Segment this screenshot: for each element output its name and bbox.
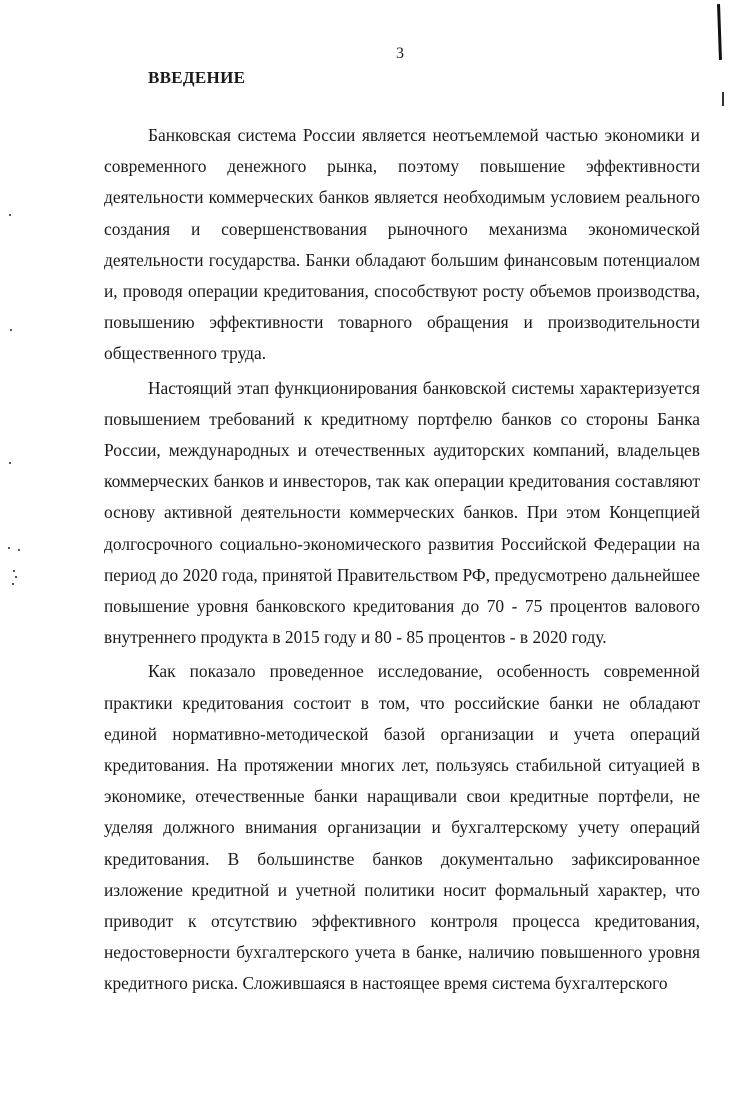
document-body xyxy=(104,120,700,1000)
scan-artifact-dot xyxy=(18,549,20,551)
scan-artifact-dot xyxy=(9,214,11,216)
paragraph-1: Банковская система России является неотъемлемой частью экономики и современного денежного рынка, поэтому повышение эффективности деятельности коммерческих банков является необходимым условием реального создания и совершенствования рыночного механизма экономической деятельности государства. Банки обладают большим финансовым потенциалом и, проводя операции кредитования, способствуют росту объемов производства, повышению эффективности товарного обращения и производительности общественного труда. xyxy=(104,125,700,364)
section-heading: ВВЕДЕНИЕ xyxy=(148,68,246,87)
paragraph-2: Настоящий этап функционирования банковской системы характеризуется повышением требований к кредитному портфелю банков со стороны Банка России, международных и отечественных аудиторских компаний, владельцев коммерческих банков и инвесторов, так как операции кредитования составляют основу активной деятельности коммерческих банков. При этом Концепцией долгосрочного социально-экономического развития Российской Федерации на период до 2020 года, принятой Правительством РФ, предусмотрено дальнейшее повышение уровня банковского кредитования до 70 - 75 процентов валового внутреннего продукта в 2015 году и 80 - 85 процентов - в 2020 году. xyxy=(104,377,700,648)
scan-artifact-dot xyxy=(15,576,17,578)
scan-artifact-line xyxy=(717,4,722,60)
scan-artifact-dot xyxy=(9,462,11,464)
page-number: 3 xyxy=(396,45,404,62)
scan-artifact-dot xyxy=(10,329,12,331)
scan-artifact-mark xyxy=(722,92,724,106)
scan-artifact-dot xyxy=(12,583,14,585)
paragraph-3: Как показало проведенное исследование, особенность современной практики кредитования состоит в том, что российские банки не обладают единой нормативно-методической базой организации и учета операций кредитования. На протяжении многих лет, пользуясь стабильной ситуацией в экономике, отечественные банки наращивали свои кредитные портфели, не уделяя должного внимания организации и бухгалтерскому учету операций кредитования. В большинстве банков документально зафиксированное изложение кредитной и учетной политики носит формальный характер, что приводит к отсутствию эффективного контроля процесса кредитования, недостоверности бухгалтерского учета в банке, наличию повышенного уровня кредитного риска. Сложившаяся в настоящее время система бухгалтерского xyxy=(104,661,700,994)
scan-artifact-dot xyxy=(13,570,15,572)
scan-artifact-dot xyxy=(8,547,10,549)
